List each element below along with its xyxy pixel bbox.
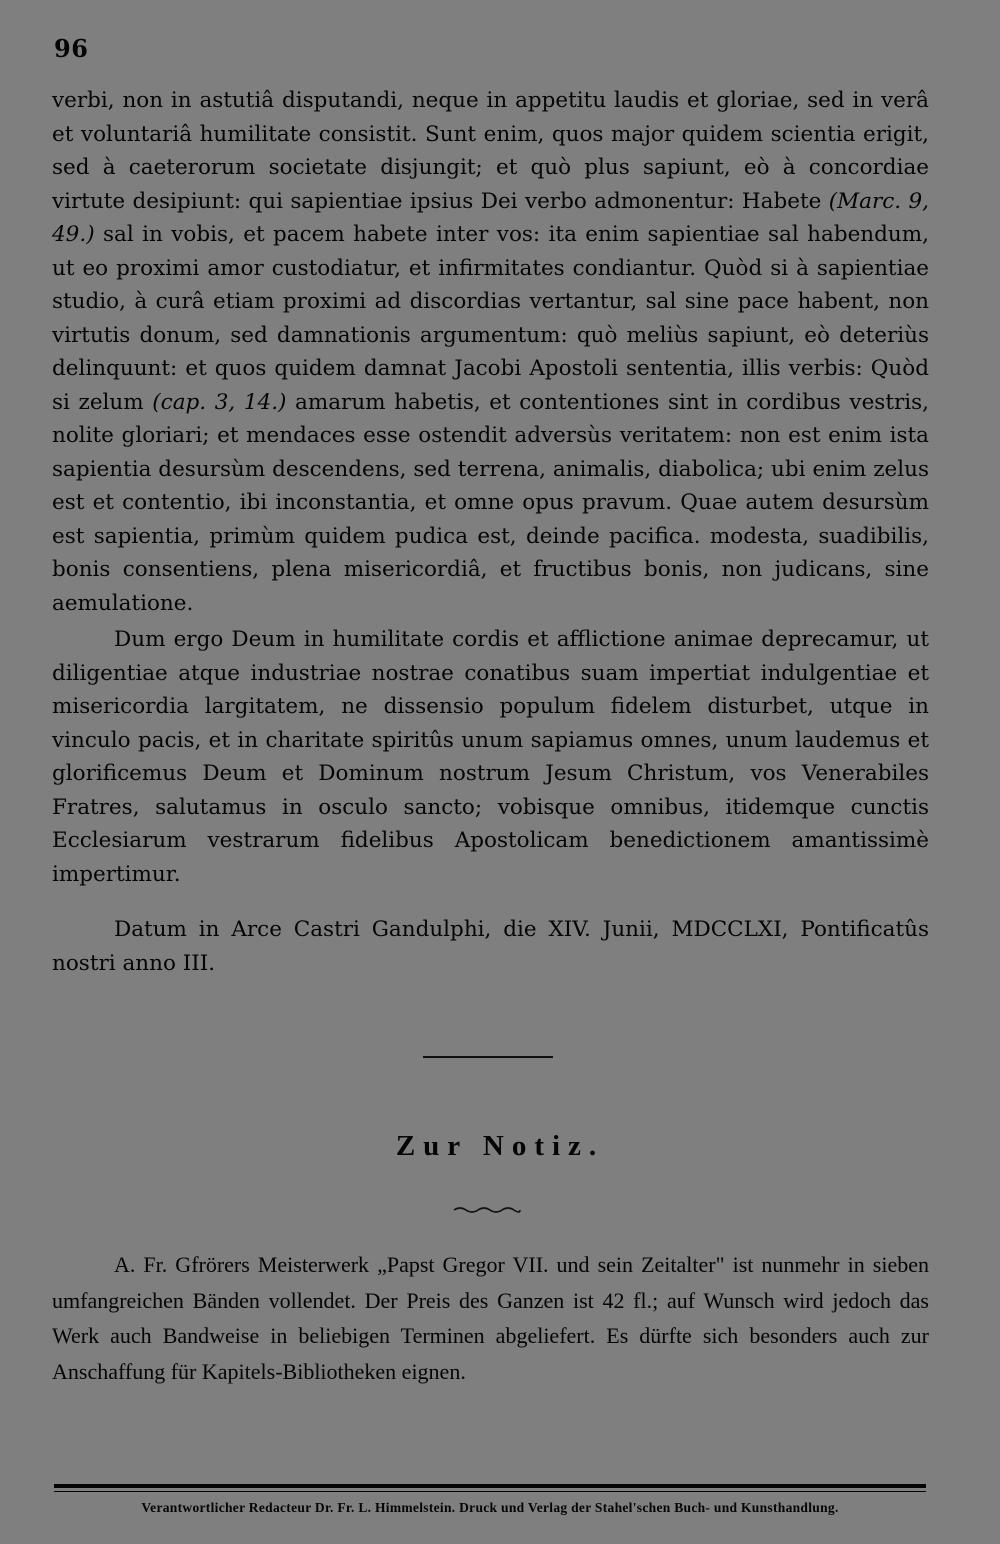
footer-rule bbox=[54, 1484, 926, 1488]
latin-paragraph-1 bbox=[52, 84, 929, 620]
latin-text-segment: verbi, non in astutiâ disputandi, neque in appetitu laudis et gloriae, sed in verâ et voluntariâ humilitate consistit. Sunt enim, quos major quidem scientia erigit, sed à caeterorum societate disjungit; et quò plus sapiunt, eò à concordiae virtute desipiunt: qui sapientiae ipsius Dei verbo admonentur: Habete bbox=[52, 88, 929, 214]
section-divider bbox=[423, 1056, 553, 1058]
latin-paragraph-2: Dum ergo Deum in humilitate cordis et afflictione animae deprecamur, ut diligentiae atque industriae nostrae conatibus suam impertiat indulgentiae et misericordia largitatem, ne dissensio populum fidelem disturbet, utque in vinculo pacis, et in charitate spiritûs unum sapiamus omnes, unum laudemus et glorificemus Deum et Dominum nostrum Jesum Christum, vos Venerabiles Fratres, salutamus in osculo sancto; vobisque omnibus, itidemque cunctis Ecclesiarum vestrarum fidelibus Apostolicam benedictionem amantissimè impertimur. bbox=[52, 627, 929, 887]
dating-clause: Datum in Arce Castri Gandulphi, die XIV. Junii, MDCCLXI, Pontificatûs nostri anno III. bbox=[52, 917, 929, 976]
scripture-reference: (Marc. 9, 49.) bbox=[52, 188, 929, 247]
footer-rule-thin bbox=[54, 1491, 926, 1492]
latin-text-segment: sal in vobis, et pacem habete inter vos: ita enim sapientiae sal habendum, ut eo proximi amor custodiatur, et infirmitates condiantur. Quòd si à sapientiae studio, à curâ etiam proximi ad discordias vertantur, sal sine pace habent, non virtutis donum, sed damnationis argumentum: quò meliùs sapiunt, eò deteriùs delinquunt: et quos quidem damnat Jacobi Apostoli sententia, illis verbis: Quòd si zelum bbox=[52, 222, 929, 415]
notice-paragraph: A. Fr. Gfrörers Meisterwerk „Papst Gregor VII. und sein Zeitalter" ist nunmehr in sieben umfangreichen Bänden vollendet. Der Preis des Ganzen ist 42 fl.; auf Wunsch wird jedoch das Werk auch Bandweise in beliebigen Terminen abgeliefert. Es dürfte sich besonders auch zur Anschaffung für Kapitels-Bibliotheken eignen. bbox=[52, 1252, 929, 1384]
imprint-line: Verantwortlicher Redacteur Dr. Fr. L. Himmelstein. Druck und Verlag der Stahel'schen Buch- und Kunsthandlung. bbox=[141, 1500, 839, 1515]
page-number: 96 bbox=[54, 34, 89, 63]
wavy-ornament-divider bbox=[452, 1204, 522, 1214]
latin-text-segment: amarum habetis, et contentiones sint in cordibus vestris, nolite gloriari; et mendaces esse ostendit adversùs veritatem: non est enim ista sapientia desursùm descendens, sed terrena, animalis, diabolica; ubi enim zelus est et contentio, ibi inconstantia, et omne opus pravum. Quae autem desursùm est sapientia, primùm quidem pudica est, deinde pacifica. modesta, suadibilis, bonis consentiens, plena misericordiâ, et fructibus bonis, non judicans, sine aemulatione. bbox=[52, 389, 929, 616]
section-heading: Zur Notiz. bbox=[395, 1130, 605, 1162]
scripture-reference: (cap. 3, 14.) bbox=[152, 389, 287, 415]
